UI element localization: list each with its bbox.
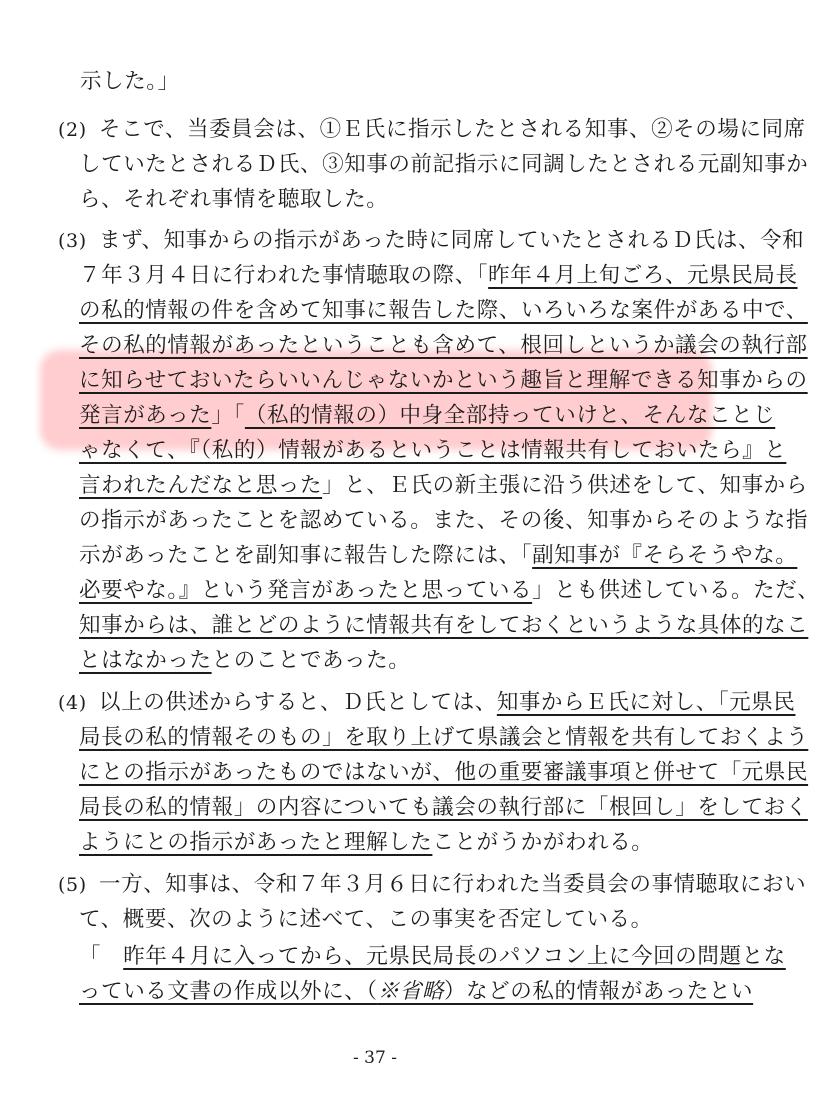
item-number: (2) [58,119,87,141]
text-line [0,645,750,677]
line-text: 示があったことを副知事に報告した際には、「 [79,543,533,568]
text-line [0,976,754,1008]
text-line [0,904,750,936]
text-line [0,757,809,789]
text-line [0,149,809,181]
underlined-text: に知らせておいたらいいんじゃないかという趣旨と理解できる知事からの [79,368,808,393]
text-line [0,505,809,537]
text-line [0,610,809,642]
line-text: 以上の供述からすると、Ｄ氏としては、 [99,690,497,715]
text-line [0,114,806,146]
text-line [0,827,750,859]
text-line [0,400,776,432]
underlined-text: その私的情報があったということも含めて、根回しというか議会の執行部 [79,333,808,358]
text-line [0,941,786,973]
line-text: 「 [79,944,124,969]
text-line [0,435,787,467]
line-text: の指示があったことを認めている。また、その後、知事からそのような指 [79,508,809,533]
line-text: ７年３月４日に行われた事情聴取の際、「 [79,263,489,288]
underlined-text: 言われたんだなと思った [79,473,323,498]
text-line [0,792,808,824]
underlined-text: にとの指示があったものではないが、他の重要審議事項と併せて「元県民 [79,760,809,785]
line-text: まず、知事からの指示があった時に同席していたとされるＤ氏は、令和 [99,228,805,253]
underlined-text: の私的情報の件を含めて知事に報告した際、いろいろな案件がある中で、 [79,298,808,323]
underlined-text: 昨年４月に入ってから、元県民局長のパソコン上に今回の問題とな [123,944,786,969]
underlined-text: 知事からＥ氏に対し、「元県民 [496,690,796,715]
underlined-text: 副知事が『そらそうやな。 [532,543,798,568]
text-line [0,66,750,98]
underlined-text: ようにとの指示があったと理解した [79,830,433,855]
line-text: 」とも供述している。ただ、 [532,578,819,603]
underlined-text: っている文書の作成以外に、（ [79,979,378,1004]
text-line [0,330,808,362]
text-line [0,575,819,607]
page-number: - 37 - [353,1048,397,1068]
underlined-text: 局長の私的情報」の内容についても議会の執行部に「根回し」をしておく [79,795,808,820]
text-line [0,295,808,327]
underlined-italic-text: ※省略 [377,979,444,1004]
text-line [0,260,798,292]
text-line [0,722,809,754]
text-line [0,869,807,901]
line-text: 」「 [211,403,245,428]
line-text: ら、それぞれ事情を聴取した。 [79,187,389,212]
text-line [0,687,796,719]
line-text: て、概要、次のように述べて、この事実を否定している。 [79,907,653,932]
underlined-text: 昨年４月上旬ごろ、元県民局長 [488,263,798,288]
item-number: (3) [58,230,87,252]
line-text: ことがうかがわれる。 [432,830,654,855]
underlined-text: （私的情報の）中身全部持っていけと、そんなことじ [244,403,776,428]
underlined-text: 必要やな。』という発言があったと思っている [79,578,533,603]
line-text: とのことであった。 [211,648,411,673]
line-text: 一方、知事は、令和７年３月６日に行われた当委員会の事情聴取におい [99,872,807,897]
line-text: そこで、当委員会は、①Ｅ氏に指示したとされる知事、②その場に同席 [99,117,806,142]
text-line [0,184,750,216]
item-number: (5) [58,874,87,896]
text-line [0,365,808,397]
line-text: 示した。」 [80,69,180,94]
item-number: (4) [58,692,87,714]
text-line [0,225,805,257]
text-line [0,470,808,502]
underlined-text: 局長の私的情報そのもの」を取り上げて県議会と情報を共有しておくよう [79,725,809,750]
underlined-text: ゃなくて、『（私的）情報があるということは情報共有しておいたら』と [79,438,787,463]
text-line [0,540,798,572]
underlined-text: とはなかった [79,648,212,673]
underlined-text: 知事からは、誰とどのように情報共有をしておくというような具体的なこ [79,613,809,638]
line-text: 」と、Ｅ氏の新主張に沿う供述をして、知事から [322,473,808,498]
line-text: していたとされるＤ氏、③知事の前記指示に同調したとされる元副知事か [79,152,809,177]
underlined-text: ）などの私的情報があったとい [443,979,754,1004]
underlined-text: 発言があった [79,403,212,428]
